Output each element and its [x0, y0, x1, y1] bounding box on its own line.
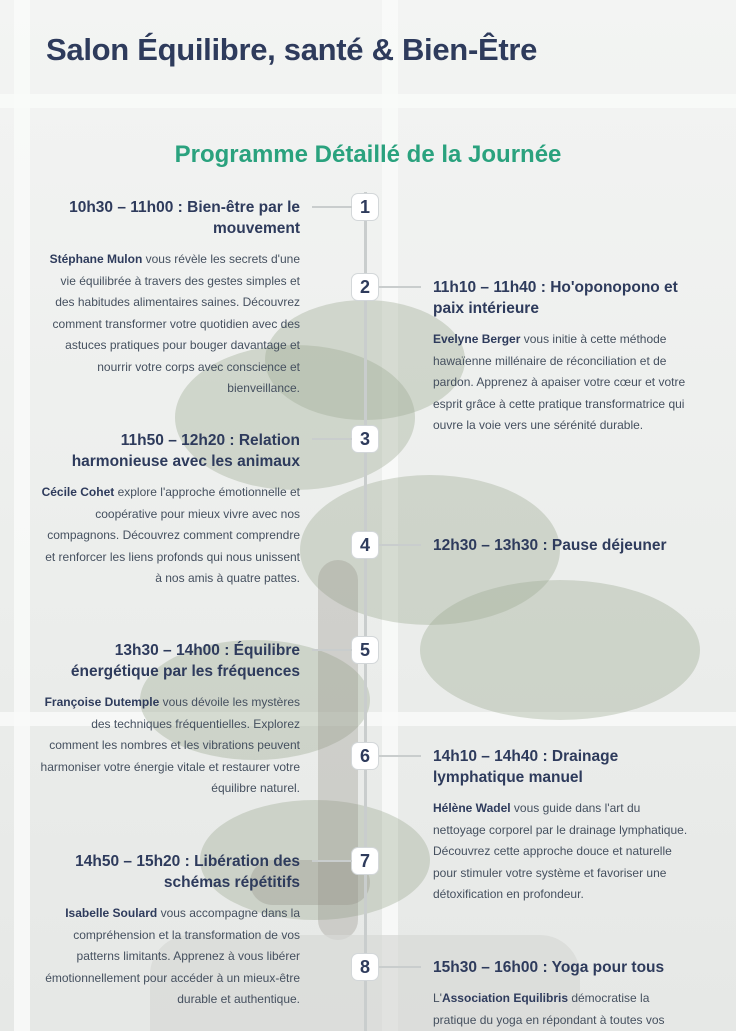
- timeline-connector: [312, 206, 352, 208]
- timeline-connector: [312, 649, 352, 651]
- speaker-name: Isabelle Soulard: [65, 906, 158, 920]
- timeline-item-6: [433, 746, 695, 906]
- timeline-item-2: [433, 277, 695, 437]
- timeline-connector: [379, 755, 421, 757]
- session-description: Françoise Dutemple vous dévoile les mystères des techniques fréquentielles. Explorez comment les nombres et les vibrations peuvent harmoniser votre énergie vitale et restaurer votre équilibre naturel.: [40, 695, 300, 795]
- timeline-axis: [364, 192, 367, 1031]
- speaker-name: Evelyne Berger: [433, 332, 521, 346]
- speaker-name: Françoise Dutemple: [44, 695, 160, 709]
- speaker-name: Association Equilibris: [441, 991, 568, 1005]
- timeline-number-5: 5: [351, 636, 379, 664]
- timeline-item-4: [433, 535, 695, 566]
- session-description: Isabelle Soulard vous accompagne dans la compréhension et la transformation de vos patterns limitants. Apprenez à vous libérer émotionnellement pour accéder à un mieux-être durable et authentique.: [45, 906, 300, 1006]
- timeline-connector: [379, 286, 421, 288]
- timeline-item-7: [40, 851, 300, 1011]
- timeline-connector: [312, 860, 352, 862]
- timeline-number-1: 1: [351, 193, 379, 221]
- page-title: Salon Équilibre, santé & Bien-Être: [46, 32, 538, 67]
- session-title: 10h30 – 11h00 : Bien-être par le mouvement: [69, 199, 300, 237]
- session-title: 15h30 – 16h00 : Yoga pour tous: [433, 959, 665, 976]
- timeline-connector: [379, 544, 421, 546]
- session-title: 13h30 – 14h00 : Équilibre énergétique par les fréquences: [70, 642, 300, 680]
- timeline-item-1: [40, 197, 300, 400]
- timeline-connector: [379, 966, 421, 968]
- speaker-name: Hélène Wadel: [433, 801, 511, 815]
- timeline-item-5: [40, 640, 300, 800]
- session-description: Cécile Cohet explore l'approche émotionnelle et coopérative pour mieux vivre avec nos compagnons. Découvrez comment comprendre et renforcer les liens profonds qui nous unissent à nos amis à quatre pattes.: [41, 485, 300, 585]
- timeline-number-7: 7: [351, 847, 379, 875]
- session-description: Hélène Wadel vous guide dans l'art du nettoyage corporel par le drainage lymphatique. Découvrez cette approche douce et naturelle pour stimuler votre système et favoriser une détoxification en profondeur.: [433, 801, 688, 901]
- timeline-number-3: 3: [351, 425, 379, 453]
- program-heading: Programme Détaillé de la Journée: [174, 141, 562, 168]
- timeline-number-8: 8: [351, 953, 379, 981]
- session-description: Stéphane Mulon vous révèle les secrets d'une vie équilibrée à travers des gestes simples et des habitudes alimentaires saines. Découvrez comment transformer votre quotidien avec des astuces pratiques pour bouger davantage et nourrir votre corps avec conscience et bienveillance.: [49, 252, 300, 395]
- session-title: 12h30 – 13h30 : Pause déjeuner: [433, 537, 667, 554]
- timeline-number-4: 4: [351, 531, 379, 559]
- timeline-item-8: [433, 957, 695, 1031]
- timeline-number-6: 6: [351, 742, 379, 770]
- session-description: L'Association Equilibris démocratise la pratique du yoga en répondant à toutes vos: [433, 991, 665, 1027]
- session-title: 11h50 – 12h20 : Relation harmonieuse avec les animaux: [71, 432, 300, 470]
- session-title: 14h50 – 15h20 : Libération des schémas répétitifs: [75, 853, 300, 891]
- speaker-name: Cécile Cohet: [41, 485, 115, 499]
- timeline-item-3: [40, 430, 300, 590]
- timeline-connector: [312, 438, 352, 440]
- session-title: 14h10 – 14h40 : Drainage lymphatique manuel: [433, 748, 619, 786]
- session-title: 11h10 – 11h40 : Ho'oponopono et paix intérieure: [433, 279, 678, 317]
- speaker-name: Stéphane Mulon: [49, 252, 143, 266]
- session-description: Evelyne Berger vous initie à cette méthode hawaïenne millénaire de réconciliation et de pardon. Apprenez à apaiser votre cœur et votre esprit grâce à cette pratique transformatrice qui ouvre la voie vers une sérénité durable.: [433, 332, 686, 432]
- timeline-number-2: 2: [351, 273, 379, 301]
